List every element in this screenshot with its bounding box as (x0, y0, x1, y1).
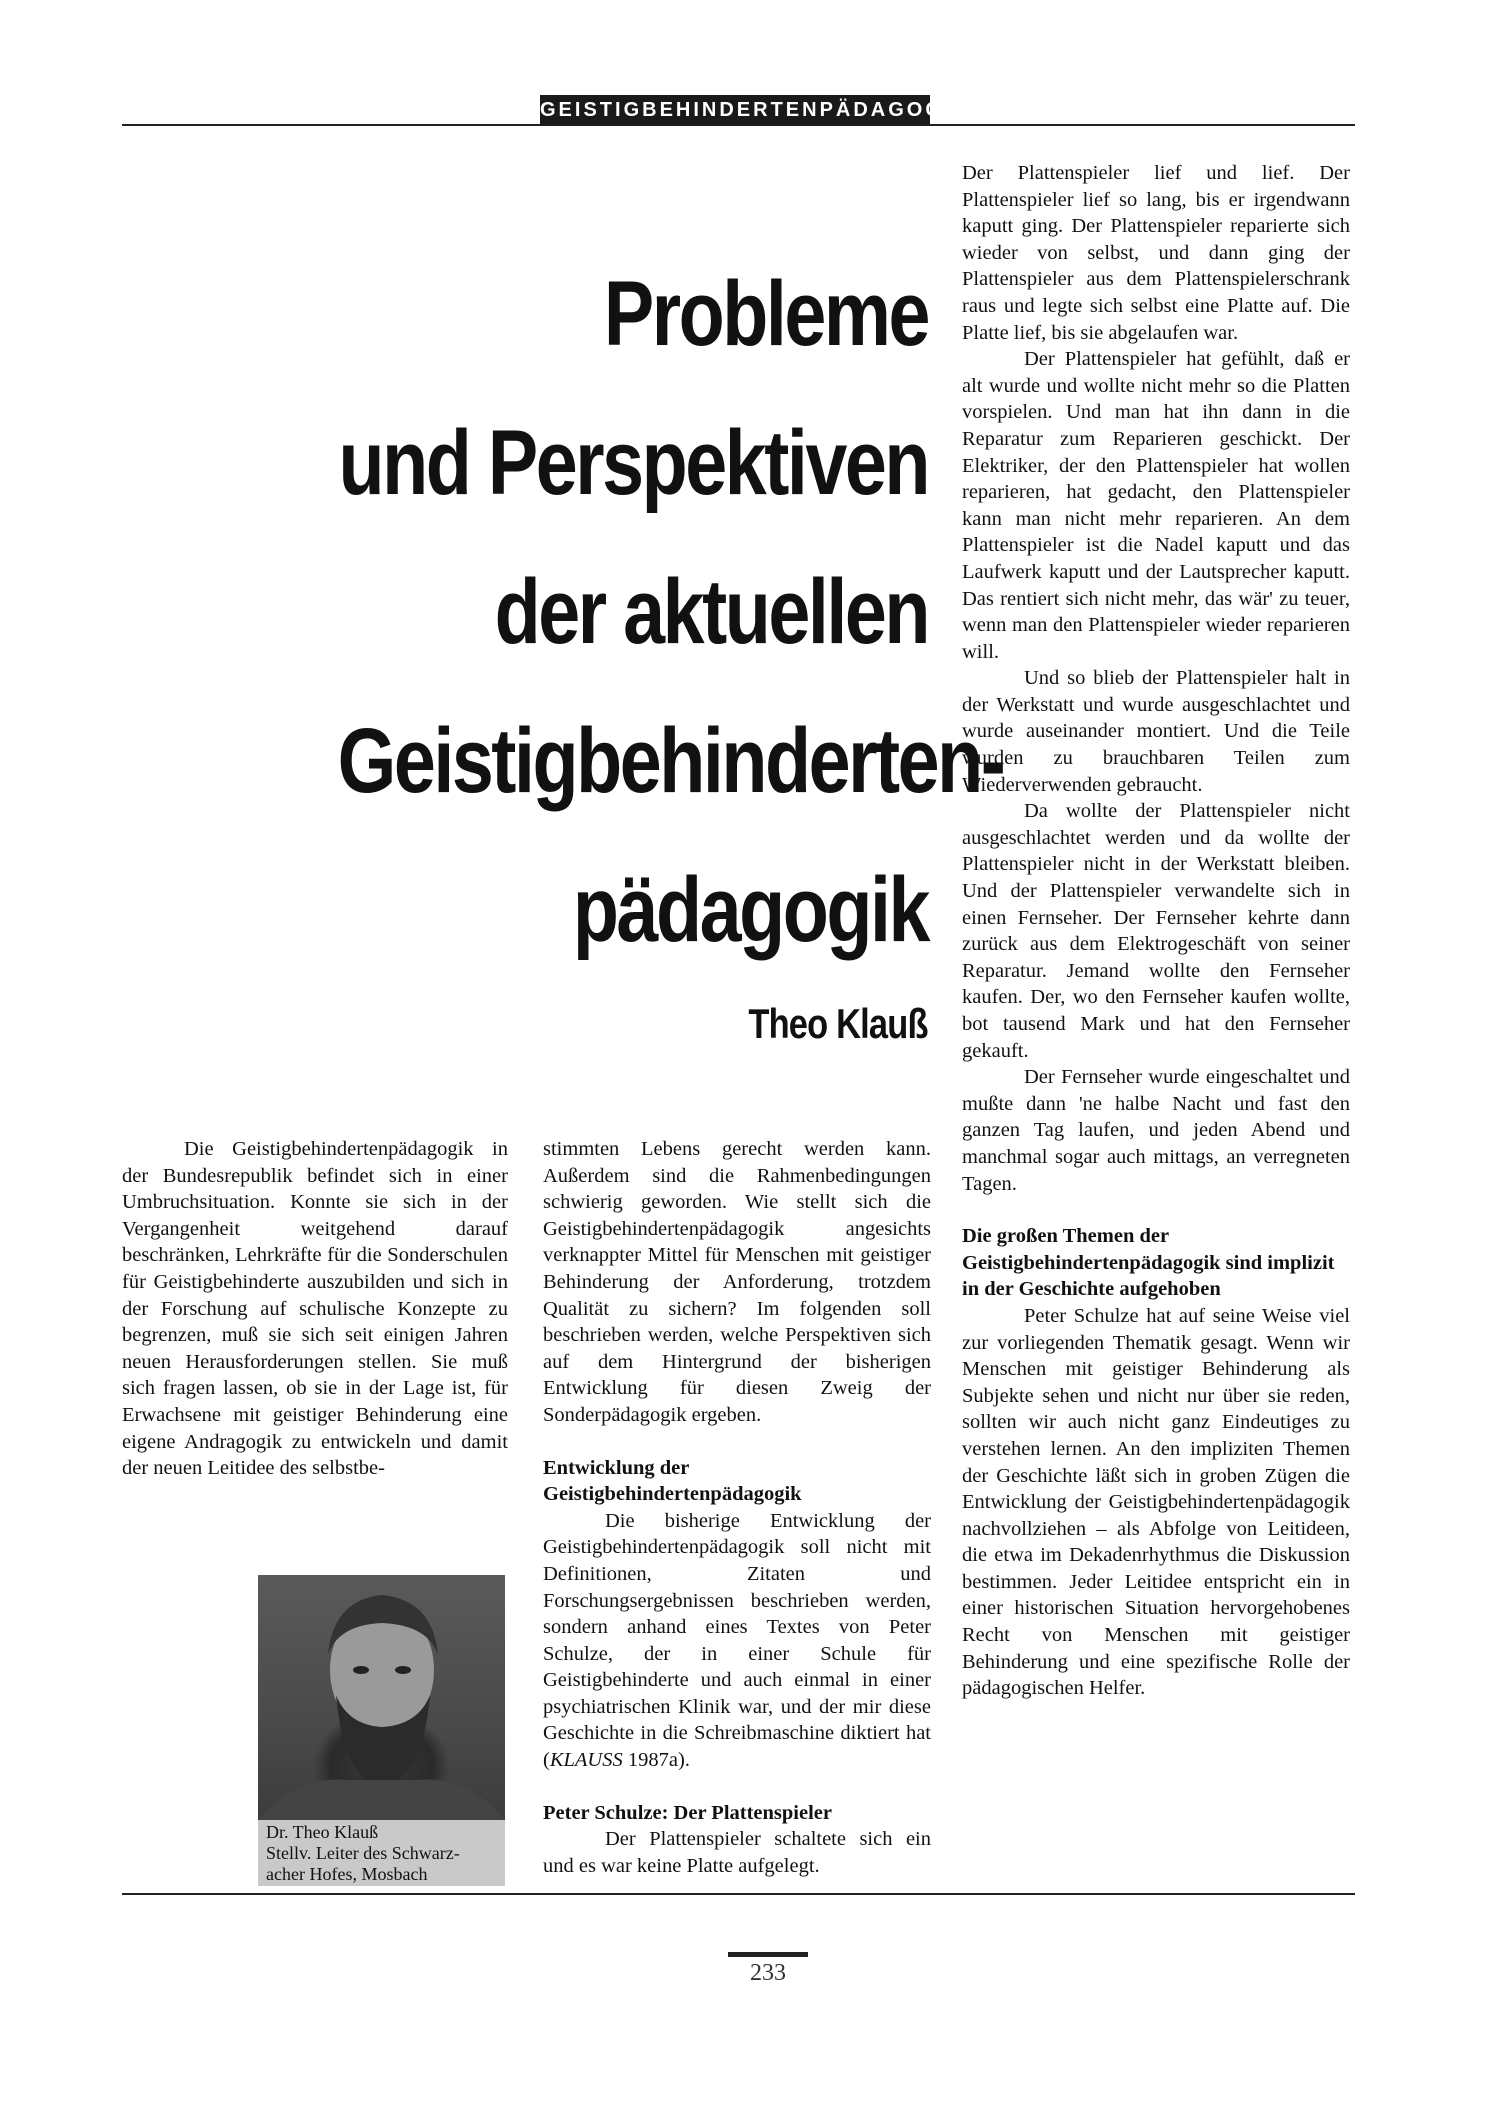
section-heading: Peter Schulze: Der Plattenspieler (543, 1801, 832, 1824)
paragraph: Und so blieb der Plattenspieler halt in der Werkstatt und wurde ausgeschlachtet und wurde auseinander montiert. Und die Teile wurden zu brauchbaren Teilen zum Wiederverwenden gebraucht. (962, 667, 1350, 796)
paragraph: Der Plattenspieler schaltete sich ein und es war keine Platte aufgelegt. (543, 1828, 931, 1877)
section-heading: Entwicklung der Geistigbehindertenpädagogik (543, 1456, 802, 1506)
caption-line: acher Hofes, Mosbach (266, 1864, 428, 1884)
column-left (122, 1136, 508, 1482)
article-author: Theo Klauß (748, 1000, 928, 1047)
author-photo (258, 1575, 505, 1820)
citation: KLAUSS (549, 1749, 623, 1772)
title-line: der aktuellen (494, 561, 928, 663)
caption-line: Stellv. Leiter des Schwarz- (266, 1843, 460, 1863)
title-line: und Perspektiven (338, 412, 929, 514)
title-line: Probleme (603, 263, 928, 365)
paragraph-text: Die bisherige Entwicklung der Geistigbehindertenpädagogik soll nicht mit Definitionen, Zitaten und Forschungsergebnissen beschrieben werden, sondern anhand eines Textes von Peter Schulze, der in einer Schule für Geistigbehinderte und auch einmal in einer psychiatrischen Klinik war, und der mir diese Geschichte in die Schreibmaschine diktiert hat ( (543, 1509, 931, 1772)
section-heading: Die großen Themen der Geistigbehindertenpädagogik sind implizit in der Geschichte aufgehoben (962, 1225, 1335, 1301)
paragraph: Der Fernseher wurde eingeschaltet und mußte dann 'ne halbe Nacht und fast den ganzen Tag laufen, und jeden Abend und manchmal sogar auch mittags, an verregneten Tagen. (962, 1066, 1350, 1195)
portrait-drawing (258, 1575, 505, 1820)
page-number-bar (728, 1952, 808, 1957)
caption-line: Dr. Theo Klauß (266, 1822, 379, 1842)
title-line: Geistigbehinderten- (337, 710, 1004, 812)
paragraph: stimmten Lebens gerecht werden kann. Außerdem sind die Rahmenbedingungen schwierig geworden. Wie stellt sich die Geistigbehindertenpädagogik angesichts verknappter Mittel für Menschen mit geistiger Behinderung der Anforderung, trotzdem Qualität zu sichern? Im folgenden soll beschrieben werden, welche Perspektiven sich auf dem Hintergrund der bisherigen Entwicklung für diesen Zweig der Sonderpädagogik ergeben. (543, 1138, 931, 1426)
footer-rule (122, 1893, 1355, 1895)
column-middle (543, 1136, 931, 1879)
section-label: GEISTIGBEHINDERTENPÄDAGOGIK (540, 95, 930, 125)
paragraph: Der Plattenspieler hat gefühlt, daß er alt wurde und wollte nicht mehr so die Platten vorspielen. Und man hat ihn dann in die Reparatur zum Reparieren geschickt. Der Elektriker, der den Plattenspieler hat wollen reparieren, hat gedacht, den Plattenspieler kann man nicht mehr reparieren. An dem Plattenspieler ist die Nadel kaputt und das Laufwerk kaputt und der Lautsprecher kaputt. Das rentiert sich nicht mehr, das wär' zu teuer, wenn man den Plattenspieler wieder reparieren will. (962, 348, 1350, 663)
paragraph: Da wollte der Plattenspieler nicht ausgeschlachtet werden und da wollte der Plattenspieler nicht in der Werkstatt bleiben. Und der Plattenspieler verwandelte sich in einen Fernseher. Der Fernseher kehrte dann zurück aus dem Elektrogeschäft von seiner Reparatur. Jemand wollte den Fernseher kaufen. Der, wo den Fernseher kaufen wollte, bot tausend Mark und hat den Fernseher gekauft. (962, 800, 1350, 1062)
paragraph: Der Plattenspieler lief und lief. Der Plattenspieler lief so lang, bis er irgendwann kaputt ging. Der Plattenspieler reparierte sich wieder von selbst, und dann ging der Plattenspieler aus dem Plattenspielerschrank raus und legte sich selbst eine Platte auf. Die Platte lief, bis sie abgelaufen war. (962, 162, 1350, 344)
paragraph-text: 1987a). (622, 1749, 690, 1772)
title-line: pädagogik (572, 859, 928, 961)
paragraph (543, 1508, 931, 1774)
article-title (337, 240, 1004, 985)
photo-caption (258, 1820, 505, 1886)
column-right (962, 160, 1350, 1702)
page-number: 233 (750, 1960, 786, 1986)
paragraph: Die Geistigbehindertenpädagogik in der Bundesrepublik befindet sich in einer Umbruchsituation. Konnte sie sich in der Vergangenheit weitgehend darauf beschränken, Lehrkräfte für die Sonderschulen für Geistigbehinderte auszubilden und sich in der Forschung auf schulische Konzepte zu begrenzen, muß sie sich seit einigen Jahren neuen Herausforderungen stellen. Sie muß sich fragen lassen, ob sie in der Lage ist, für Erwachsene mit geistiger Behinderung eine eigene Andragogik zu entwickeln und damit der neuen Leitidee des selbstbe- (122, 1138, 508, 1480)
paragraph: Peter Schulze hat auf seine Weise viel zur vorliegenden Thematik gesagt. Wenn wir Menschen mit geistiger Behinderung als Subjekte sehen und nicht nur über sie reden, sollten wir auch nicht ganz Eindeutiges zu verstehen lernen. An den impliziten Themen der Geschichte läßt sich in groben Zügen die Entwicklung der Geistigbehindertenpädagogik nachvollziehen – als Abfolge von Leitideen, die etwa im Dekadenrhythmus die Diskussion bestimmen. Jeder Leitidee entspricht ein in einer historischen Situation hervorgehobenes Recht von Menschen mit geistiger Behinderung und eine spezifische Rolle der pädagogischen Helfer. (962, 1304, 1350, 1700)
